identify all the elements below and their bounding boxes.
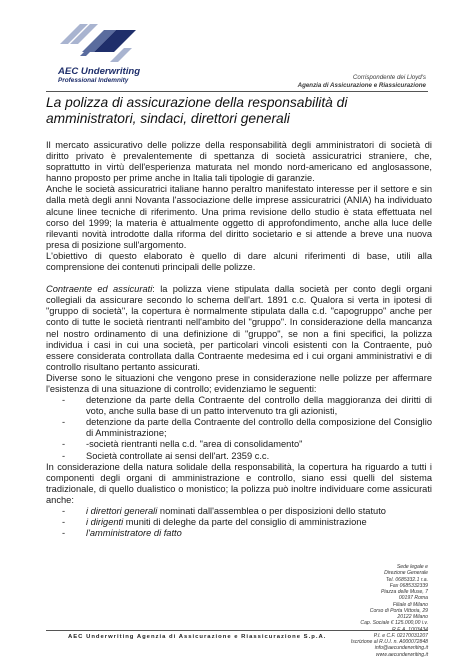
insured-list: [46, 506, 432, 539]
insured-role: i dirigenti: [86, 517, 124, 528]
correspondent-line-1: Corrispondente dei Lloyd's: [352, 74, 426, 81]
paragraph-solidale: In considerazione della natura solidale della responsabilità, la copertura ha riguardo a tutti i componenti degli organi di amministrazione e controllo, siano essi quelli del sistema tradizionale, di quello dualistico o monistico; la polizza può inoltre individuare come assicurati anche:: [46, 461, 432, 505]
header-divider: [46, 91, 428, 92]
list-item: [46, 528, 432, 539]
paragraph-objective: L'obiettivo di questo elaborato è quello di dare alcuni riferimenti di base, utili alla comprensione dei contenuti principali delle polizze.: [46, 250, 432, 273]
address-line: 20122 Milano: [397, 614, 428, 620]
address-line: Cap. Sociale € 125.000,00 i.v.: [360, 620, 428, 627]
footer-divider: [46, 630, 428, 631]
contraente-text: : la polizza viene stipulata dalla società per conto degli organi collegiali da assicurare secondo lo schema dell'art. 1891 c.c. Qualora si verta in ipotesi di "gruppo di società", la copertura è normalmente stipulata dalla c.d. "capogruppo" anche per conto di tutte le società rientranti nell'ambito del "gruppo". In considerazione della mancanza nel nostro ordinamento di una definizione di "gruppo", se non a fini specifici, la polizza individua i casi in cui una società, per particolari vincoli esistenti con la Contraente, può essere considerata controllata dalla Contraente medesima ed i cui organi amministrativi e di controllo risultano pertanto assicurati.: [46, 284, 432, 372]
aec-logo-icon: [54, 14, 144, 66]
paragraph-control-intro: Diverse sono le situazioni che vengono prese in considerazione nelle polizze per affermare l'esistenza di una situazione di controllo; evidenziamo le seguenti:: [46, 372, 432, 394]
brand-tagline: Professional Indemnity: [58, 77, 129, 84]
control-list: [46, 395, 432, 462]
list-item: - -società rientranti nella c.d. "area di consolidamento": [46, 439, 432, 450]
paragraph-market: Il mercato assicurativo delle polizze della responsabilità degli amministratori di società di diritto privato è prevalentemente di spettanza di società assicuratrici straniere, che, soprattutto in virtù dell'esperienza maturata nel mondo nord-americano ed anglosassone, hanno proposto per prime anche in Italia tali tipologie di garanzie.: [46, 140, 432, 184]
address-line: info@aecunderwriting.it: [374, 645, 428, 652]
address-line: R.E.A. 1003434: [392, 626, 428, 633]
correspondent-line-2: Agenzia di Assicurazione e Riassicurazione: [297, 82, 426, 89]
address-line: Filiale di Milano: [392, 601, 428, 608]
paragraph-contraente: [46, 284, 432, 373]
address-line: Sede legale e: [396, 564, 428, 570]
insured-role: i direttori generali: [86, 506, 158, 516]
brand-name: AEC Underwriting: [58, 66, 141, 77]
address-line: Direzione Generale: [384, 570, 428, 577]
address-line: www.aecunderwriting.it: [375, 651, 428, 658]
address-line: 00197 Roma: [398, 595, 428, 602]
paragraph-italian-insurers: Anche le società assicuratrici italiane hanno peraltro manifestato interesse per il settore e sin dalla metà degli anni Novanta l'associazione delle imprese assicuratrici (ANIA) ha individuato alcune linee tecniche di riferimento. Una prima revisione dello studio è stata effettuata nel corso del 1999; la materia è attualmente oggetto di approfondimento, anche alla luce delle rilevanti novità introdotte dalla riforma del diritto societario e si attende a breve una nuova presa di posizione sull'argomento.: [46, 184, 432, 250]
list-item: [46, 506, 432, 517]
contraente-label: Contraente ed assicurati: [46, 284, 153, 295]
insured-detail: muniti di deleghe da parte del consiglio di amministrazione: [123, 517, 367, 528]
address-line: Corso di Porta Vittoria, 29: [369, 607, 428, 614]
list-item: - Società controllate ai sensi dell'art. 2359 c.c.: [46, 451, 432, 462]
list-item: - detenzione da parte della Contraente del controllo della maggioranza dei diritti di voto, anche sulla base di un patto intervenuto tra gli azionisti,: [46, 395, 432, 417]
address-line: Piazza delle Muse, 7: [380, 589, 428, 595]
document-body: [46, 140, 432, 539]
company-address: [288, 564, 428, 658]
address-line: P.I. e C.F. 02170031207: [373, 632, 428, 639]
address-line: Iscrizione al R.U.I. n. A000072848: [350, 639, 428, 645]
address-line: Tel. 0685332.1 r.a.: [385, 576, 428, 583]
company-name: AEC Underwriting Agenzia di Assicurazione e Riassicurazione S.p.A.: [68, 634, 327, 640]
list-item: [46, 517, 432, 528]
address-line: Fax 0685332339: [389, 582, 428, 589]
insured-role: l'amministratore di fatto: [86, 528, 182, 539]
insured-detail: nominati dall'assemblea o per disposizioni dello statuto: [157, 506, 386, 516]
document-title: La polizza di assicurazione della responsabilità di amministratori, sindaci, direttori generali: [46, 95, 348, 126]
list-item: - detenzione da parte della Contraente del controllo della composizione del Consiglio di Amministrazione;: [46, 417, 432, 439]
